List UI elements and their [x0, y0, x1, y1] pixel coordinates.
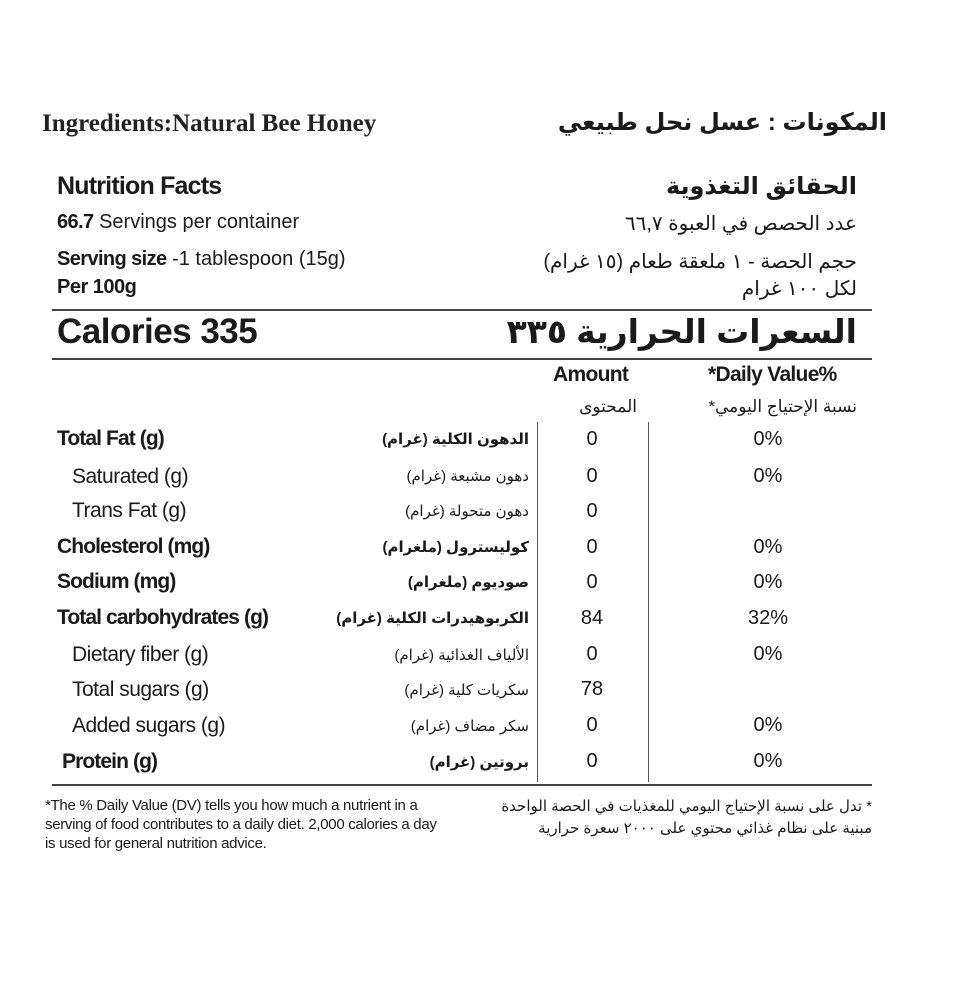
nutrient-name-arabic: الكربوهيدرات الكلية (غرام)	[336, 610, 529, 627]
nutrient-amount: 84	[580, 607, 604, 629]
nutrient-amount: 0	[586, 714, 598, 736]
nutrient-amount: 78	[580, 678, 604, 700]
nutrient-name-arabic: سكر مضاف (غرام)	[410, 718, 529, 735]
nutrient-name-arabic: صوديوم (ملغرام)	[407, 574, 529, 591]
ingredients-english: Ingredients:Natural Bee Honey	[42, 110, 377, 137]
divider-top	[52, 309, 872, 311]
nutrient-name-arabic: كوليسترول (ملغرام)	[382, 539, 529, 556]
calories: Calories 335	[57, 312, 258, 351]
nutrient-name-arabic: بروتين (غرام)	[429, 754, 529, 771]
nutrition-facts-title: Nutrition Facts	[57, 172, 222, 200]
daily-value-header-arabic: نسبة الإحتياج اليومي*	[708, 397, 857, 416]
nutrient-name-arabic: سكريات كلية (غرام)	[404, 682, 529, 699]
per-100g-arabic: لكل ١٠٠ غرام	[741, 278, 857, 300]
nutrient-daily-value: 0%	[753, 643, 783, 665]
nutrient-name: Trans Fat (g)	[72, 499, 187, 522]
nutrient-daily-value: 0%	[753, 750, 783, 772]
nutrient-daily-value: 0%	[753, 428, 783, 450]
nutrient-daily-value: 0%	[753, 536, 783, 558]
nutrient-name: Total carbohydrates (g)	[57, 606, 269, 629]
servings-value: 66.7	[57, 211, 94, 233]
nutrient-name: Cholesterol (mg)	[57, 535, 210, 558]
divider-calories	[52, 358, 872, 360]
nutrient-name-arabic: دهون مشبعة (غرام)	[406, 468, 529, 485]
nutrient-name: Sodium (mg)	[57, 570, 176, 593]
nutrient-name: Added sugars (g)	[72, 714, 226, 737]
nutrient-amount: 0	[586, 465, 598, 487]
amount-header: Amount	[553, 363, 629, 386]
serving-size-text: -1 tablespoon (15g)	[166, 248, 346, 270]
nutrient-name: Saturated (g)	[72, 465, 189, 488]
footnote-arabic: * تدل على نسبة الإحتياج اليومي للمغذيات في الحصة الواحدة مبنية على نظام غذائي محتوي على ٢٠٠٠ سعرة حرارية	[501, 798, 872, 837]
servings-per-container-arabic: عدد الحصص في العبوة ٦٦,٧	[624, 213, 857, 235]
divider-bottom	[52, 784, 872, 786]
serving-size-label: Serving size	[57, 248, 167, 270]
nutrient-name: Protein (g)	[62, 750, 158, 773]
nutrient-daily-value: 0%	[753, 571, 783, 593]
nutrient-amount: 0	[586, 428, 598, 450]
nutrient-daily-value: 32%	[747, 607, 789, 629]
serving-size	[57, 248, 346, 271]
nutrient-amount: 0	[586, 750, 598, 772]
nutrient-name: Dietary fiber (g)	[72, 643, 209, 666]
servings-per-container	[57, 211, 299, 234]
ingredients-arabic: المكونات : عسل نحل طبيعي	[557, 109, 887, 136]
daily-value-header: *Daily Value%	[708, 363, 837, 386]
column-divider-left	[537, 422, 538, 782]
nutrient-name: Total Fat (g)	[57, 427, 164, 450]
footnote-english: *The % Daily Value (DV) tells you how much a nutrient in a serving of food contributes to a daily diet. 2,000 calories a day is used for general nutrition advice.	[45, 797, 437, 852]
nutrient-daily-value: 0%	[753, 714, 783, 736]
nutrient-amount: 0	[586, 500, 598, 522]
servings-text: Servings per container	[93, 211, 300, 233]
nutrient-amount: 0	[586, 536, 598, 558]
column-divider-right	[648, 422, 649, 782]
nutrition-facts-title-arabic: الحقائق التغذوية	[665, 173, 857, 200]
nutrient-daily-value: 0%	[753, 465, 783, 487]
nutrient-name: Total sugars (g)	[72, 678, 209, 701]
nutrient-amount: 0	[586, 571, 598, 593]
nutrient-name-arabic: الدهون الكلية (غرام)	[382, 431, 529, 448]
per-100g: Per 100g	[57, 276, 137, 298]
nutrient-name-arabic: الألياف الغذائية (غرام)	[394, 647, 529, 664]
amount-header-arabic: المحتوى	[579, 397, 637, 416]
serving-size-arabic: حجم الحصة - ١ ملعقة طعام (١٥ غرام)	[543, 251, 857, 273]
nutrient-name-arabic: دهون متحولة (غرام)	[405, 503, 529, 520]
calories-arabic: السعرات الحرارية ٣٣٥	[506, 313, 857, 350]
nutrient-amount: 0	[586, 643, 598, 665]
